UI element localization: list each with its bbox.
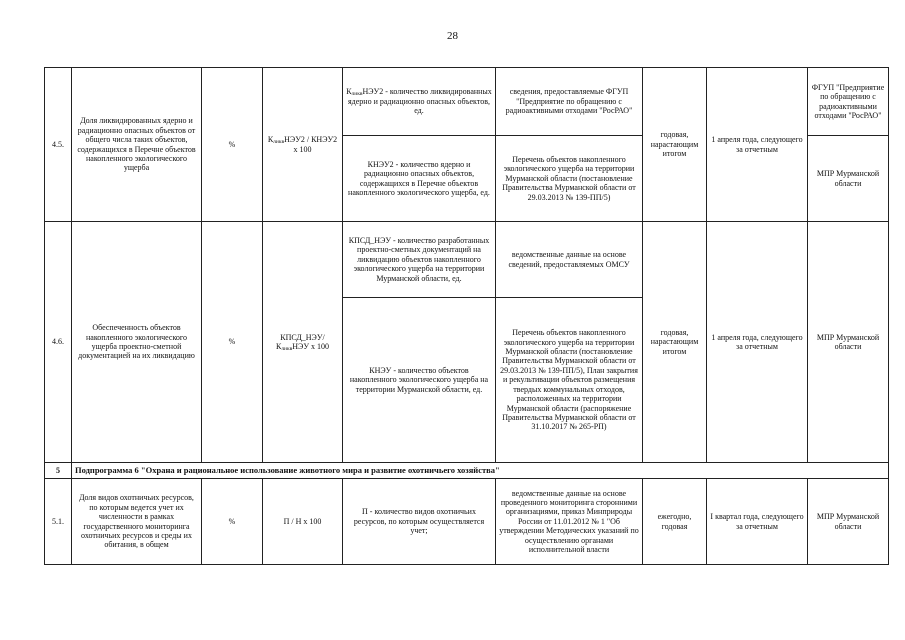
- indicator-unit: %: [202, 479, 263, 565]
- formula-text: НЭУ х 100: [292, 342, 330, 351]
- responsible-organization: МПР Мурманской области: [808, 479, 889, 565]
- variable-description: П - количество видов охотничьих ресурсов, по которым осуществляется учет;: [343, 479, 496, 565]
- variable-description: КНЭУ2 - количество ядерно и радиационно опасных объектов, содержащихся в Перечне объектов накопленного экологического ущерба, ед.: [343, 136, 496, 222]
- periodicity: ежегодно, годовая: [643, 479, 707, 565]
- periodicity: годовая, нарастающим итогом: [643, 68, 707, 222]
- indicator-name: Обеспеченность объектов накопленного экологического ущерба проектно-сметной документацией на их ликвидацию: [72, 222, 202, 463]
- deadline: I квартал года, следующего за отчетным: [707, 479, 808, 565]
- indicator-name: Доля видов охотничьих ресурсов, по которым ведется учет их численности в рамках государственного мониторинга охотничьих ресурсов и среды их обитания, в общем: [72, 479, 202, 565]
- variable-text: К: [346, 87, 352, 97]
- variable-subscript: ликв: [351, 91, 363, 98]
- data-source: Перечень объектов накопленного экологического ущерба на территории Мурманской области (постановление Правительства Мурманской области от 29.03.2013 № 139-ПП/5): [496, 136, 643, 222]
- variable-description: КНЭУ - количество объектов накопленного экологического ущерба на территории Мурманской области, ед.: [343, 298, 496, 463]
- indicators-table: [44, 67, 889, 565]
- indicator-unit: %: [202, 68, 263, 222]
- variable-text: НЭУ2 - количество ликвидированных ядерно и радиационно опасных объектов, ед.: [348, 87, 492, 116]
- formula-subscript: ликв: [281, 346, 293, 352]
- indicator-name: Доля ликвидированных ядерно и радиационно опасных объектов от общего числа таких объектов, содержащихся в Перечне объектов накопленного экологического ущерба: [72, 68, 202, 222]
- deadline: 1 апреля года, следующего за отчетным: [707, 222, 808, 463]
- indicator-unit: %: [202, 222, 263, 463]
- formula-text: НЭУ2 / КНЭУ2 х 100: [284, 135, 338, 154]
- section-number: 5: [45, 463, 72, 479]
- section-title: Подпрограмма 6 "Охрана и рациональное использование животного мира и развитие охотничьего хозяйства": [72, 463, 889, 479]
- variable-description: [343, 68, 496, 136]
- indicator-formula: [263, 222, 343, 463]
- table-row: [45, 68, 889, 136]
- row-number: 4.5.: [45, 68, 72, 222]
- formula-text: КПСД_НЭУ/ К: [275, 332, 325, 351]
- responsible-organization: МПР Мурманской области: [808, 136, 889, 222]
- variable-description: КПСД_НЭУ - количество разработанных проектно-сметных документаций на ликвидацию объектов накопленного экологического ущерба на территории Мурманской области, ед.: [343, 222, 496, 298]
- data-source: ведомственные данные на основе сведений, предоставляемых ОМСУ: [496, 222, 643, 298]
- formula-text: К: [267, 135, 274, 145]
- indicator-formula: [263, 68, 343, 222]
- page-number: 28: [447, 30, 458, 42]
- indicator-formula: П / Н х 100: [263, 479, 343, 565]
- responsible-organization: ФГУП "Предприятие по обращению с радиоактивными отходами "РосРАО": [808, 68, 889, 136]
- data-source: сведения, предоставляемые ФГУП "Предприятие по обращению с радиоактивными отходами "РосРАО": [496, 68, 643, 136]
- row-number: 5.1.: [45, 479, 72, 565]
- periodicity: годовая, нарастающим итогом: [643, 222, 707, 463]
- data-source: ведомственные данные на основе проведенного мониторинга сторонними организациями, приказ Минприроды России от 11.01.2012 № 1 "Об утверждении Методических указаний по осуществлению органами исполнительной власти: [496, 479, 643, 565]
- section-header-row: [45, 463, 889, 479]
- table-row: [45, 479, 889, 565]
- table-row: [45, 222, 889, 298]
- data-source: Перечень объектов накопленного экологического ущерба на территории Мурманской области (постановление Правительства Мурманской области от 29.03.2013 № 139-ПП/5), План закрытия и рекультивации объектов размещения твердых коммунальных отходов, расположенных на территории Мурманской области (распоряжение Правительства Мурманской области от 31.10.2017 № 265-РП): [496, 298, 643, 463]
- formula-subscript: ликв: [273, 139, 285, 146]
- responsible-organization: МПР Мурманской области: [808, 222, 889, 463]
- row-number: 4.6.: [45, 222, 72, 463]
- deadline: 1 апреля года, следующего за отчетным: [707, 68, 808, 222]
